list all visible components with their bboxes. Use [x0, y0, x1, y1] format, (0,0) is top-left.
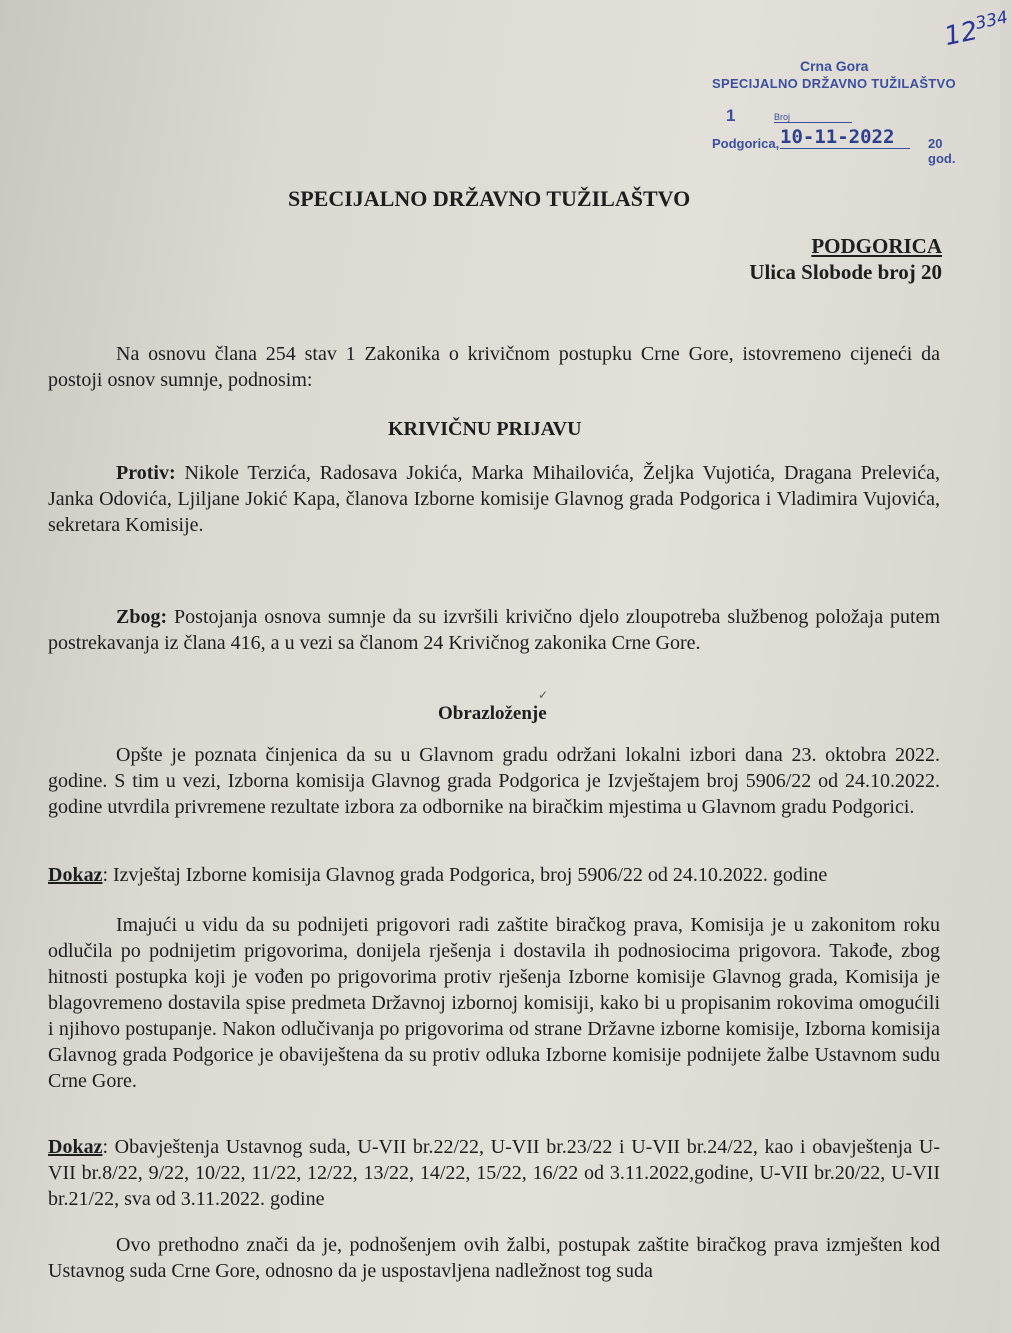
stamp-country: Crna Gora: [800, 58, 869, 74]
dokaz-2-text: : Obavještenja Ustavnog suda, U-VII br.22/22, U-VII br.23/22 i U-VII br.24/22, kao i obavještenja U-VII br.8/22, 9/22, 10/22, 11/22, 12/22, 13/22, 14/22, 15/22, 16/22 od 3.11.2022,godine, U-VII br.20/22, U-VII br.21/22, sva od 3.11.2022. godine: [48, 1136, 940, 1210]
check-mark: ✓: [538, 688, 549, 702]
protiv-text: Nikole Terzića, Radosava Jokića, Marka Mihailovića, Željka Vujotića, Dragana Prelevića, Janka Odovića, Ljiljane Jokić Kapa, članova Izborne komisije Glavnog grada Podgorica i Vladimira Vujovića, sekretara Komisije.: [48, 462, 940, 536]
zbog-text: Postojanja osnova sumnje da su izvršili krivično djelo zloupotreba službenog položaja putem postrekavanja iz člana 416, a u vezi sa članom 24 Krivičnog zakonika Crne Gore.: [48, 606, 940, 654]
handwritten-page-number: [941, 8, 1012, 53]
dokaz-1-text: : Izvještaj Izborne komisija Glavnog grada Podgorica, broj 5906/22 od 24.10.2022. godine: [102, 864, 828, 886]
zbog-paragraph: [48, 604, 940, 656]
addressee-street: Ulica Slobode broj 20: [749, 260, 942, 284]
stamp-year-suffix: [928, 136, 968, 166]
dokaz-2: [48, 1134, 940, 1212]
intro-paragraph: Na osnovu člana 254 stav 1 Zakonika o krivičnom postupku Crne Gore, istovremeno cijeneći da postoji osnov sumnje, podnosim:: [48, 343, 940, 391]
zbog-label: Zbog:: [116, 606, 168, 628]
protiv-paragraph: [48, 460, 940, 538]
stamp-place: Podgorica,: [712, 136, 780, 151]
stamp-office: SPECIJALNO DRŽAVNO TUŽILAŠTVO: [712, 76, 956, 91]
protiv-label: Protiv:: [116, 462, 176, 484]
addressee-city: PODGORICA: [811, 234, 942, 258]
stamp-broj-label: Broj: [774, 112, 852, 123]
addressee-heading: SPECIJALNO DRŽAVNO TUŽILAŠTVO: [288, 186, 691, 211]
document-title: KRIVIČNU PRIJAVU: [388, 418, 582, 440]
dokaz-2-label: Dokaz: [48, 1136, 103, 1158]
dokaz-1-label: Dokaz: [48, 864, 103, 886]
stamp-god: god.: [928, 151, 956, 166]
stamp-date: 10-11-2022: [780, 126, 910, 149]
handwritten-superscript: 334: [973, 7, 1010, 34]
stamp-number: 1: [726, 106, 736, 125]
dokaz-1: [48, 862, 940, 888]
handwritten-number: 12: [941, 15, 981, 53]
paragraph-elections: Opšte je poznata činjenica da su u Glavnom gradu održani lokalni izbori dana 23. oktobra 2022. godine. S tim u vezi, Izborna komisija Glavnog grada Podgorica je Izvještajem broj 5906/22 od 24.10.2022. godine utvrdila privremene rezultate izbora za odbornike na biračkim mjestima u Glavnom gradu Podgorici.: [48, 744, 940, 818]
paragraph-constitutional-court: Ovo prethodno znači da je, podnošenjem ovih žalbi, postupak zaštite biračkog prava izmješten kod Ustavnog suda Crne Gore, odnosno da je uspostavljena nadležnost tog suda: [48, 1234, 940, 1282]
obrazlozenje-title: Obrazloženje: [438, 703, 547, 724]
stamp-year: 20: [928, 136, 943, 151]
paragraph-objections: Imajući u vidu da su podnijeti prigovori radi zaštite biračkog prava, Komisija je u zakonitom roku odlučila po podnijetim prigovorima, donijela rješenja i dostavila ih podnosiocima prigovora. Takođe, zbog hitnosti postupka koji je vođen po prigovorima protiv rješenja Izborne komisije Glavnog grada, Komisija je blagovremeno dostavila spise predmeta Državnoj izbornoj komisiji, kako bi u propisanim rokovima omogućili i njihovo postupanje. Nakon odlučivanja po prigovorima od strane Državne izborne komisije, Izborna komisija Glavnog grada Podgorice je obaviještena da su protiv odluka Izborne komisije podnijete žalbe Ustavnom sudu Crne Gore.: [48, 914, 940, 1092]
